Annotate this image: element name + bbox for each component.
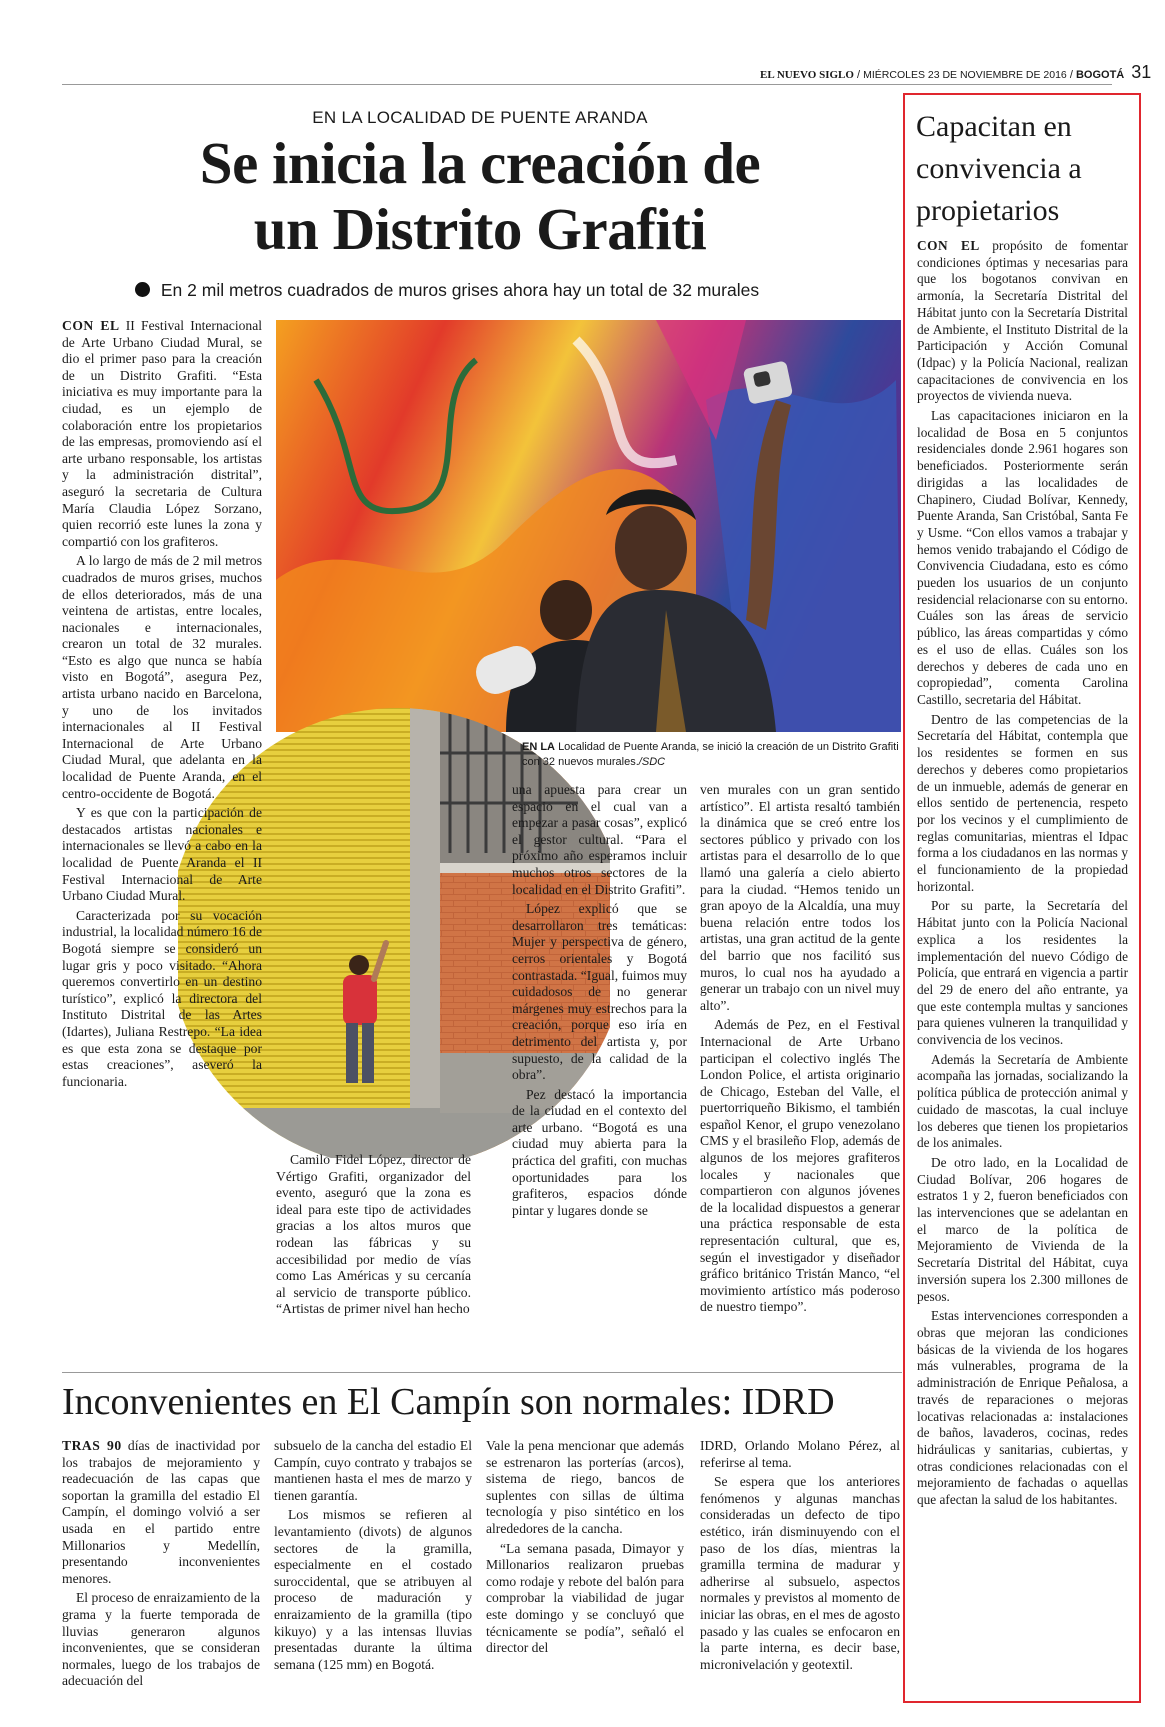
paragraph: A lo largo de más de 2 mil metros cuadrados de muros grises, muchos de ellos deteriorados, más de una veintena de artistas, entre locales, nacionales e internacionales, crearon un total de 32 murales. “Esto es algo que nunca se había visto en Bogotá”, asegura Pez, artista urbano nacido en Barcelona, y uno de los invitados internacionales al II Festival Internacional de Arte Urbano Ciudad Mural, que adelanta en la localidad de Puente Aranda, en el centro-occidente de Bogotá. <box>62 553 262 801</box>
lead-word: CON EL <box>917 238 980 253</box>
main-column-3 <box>512 782 687 1362</box>
main-column-2 <box>276 1152 471 1362</box>
paragraph: De otro lado, en la Localidad de Ciudad Bolívar, 206 hogares de estratos 1 y 2, fueron beneficiados con las intervenciones que se adelantan en el marco de la política de Mejoramiento de Vivienda de la Secretaría Distrital del Hábitat, cuya inversión supera los 2.300 millones de pesos. <box>917 1154 1128 1304</box>
bottom-column-2 <box>274 1438 472 1678</box>
page-header: EL NUEVO SIGLO / MIÉRCOLES 23 DE NOVIEMBRE DE 2016 / BOGOTÁ 31 <box>760 62 1152 82</box>
paragraph: Pez destacó la importancia de la ciudad en el contexto del arte urbano. “Bogotá es una ciudad muy abierta para la práctica del grafiti, con muchas oportunidades para los grafiteros, espacios dónde pintar y lugares donde se <box>512 1086 687 1218</box>
bottom-column-1 <box>62 1438 260 1689</box>
headline <box>90 130 870 262</box>
paragraph: Por su parte, la Secretaría del Hábitat junto con la Policía Nacional explica a los residentes la implementación del nuevo Código de Policía, que entrará en vigencia a partir del 29 de enero del año entrante, ya que este contempla multas y sanciones para quienes vulneren la tranquilidad y convivencia de los vecinos. <box>917 898 1128 1048</box>
main-photo <box>276 320 901 732</box>
paragraph: Además la Secretaría de Ambiente acompaña las jornadas, socializando la política pública de protección animal y cuidado de mascotas, la cual incluye los deberes que tienen los propietarios de los animales. <box>917 1051 1128 1151</box>
bottom-column-3 <box>486 1438 684 1678</box>
paragraph: Los mismos se refieren al levantamiento (divots) de algunos sectores de la gramilla, especialmente en el costado suroccidental, que se atribuyen al proceso de maduración y enraizamiento de la gramilla (tipo kikuyo) y a las intensas lluvias presentadas durante la última semana (125 mm) en Bogotá. <box>274 1507 472 1672</box>
photo-caption <box>522 740 902 769</box>
sidebar-headline-line-2: convivencia a <box>916 152 1082 185</box>
kicker: EN LA LOCALIDAD DE PUENTE ARANDA <box>312 108 648 127</box>
subhead <box>135 280 855 301</box>
bottom-column-4 <box>700 1438 900 1678</box>
paragraph: Dentro de las competencias de la Secretaría del Hábitat, contempla que los residentes se formen en sus derechos y deberes como propietarios de un inmueble, además de generar en ellos sentido de pertenencia, respeto por los vecinos y el cumplimiento de reglas comunitarias, mientras el Idpac forma a los ciudadanos en las normas y el funcionamiento de la propiedad horizontal. <box>917 711 1128 894</box>
photo-credit: /SDC <box>638 755 666 768</box>
paragraph: Estas intervenciones corresponden a obras que mejoran las condiciones básicas de la vivienda de los hogares más vulnerables, programa de la administración de Enrique Peñalosa, a través de reparaciones o mejoras locativas relacionadas a: instalaciones de baños, lavaderos, cocinas, redes hidráulicas y sanitarias, cubiertas, y otras condiciones relacionadas con el mejoramiento de fachadas o aquellas que afectan la salud de los habitantes. <box>917 1308 1128 1508</box>
sidebar-headline <box>916 106 1131 232</box>
paragraph: una apuesta para crear un espacio en el cual van a empezar a pasar cosas”, explicó el gestor cultural. “Para el próximo año esperamos incluir muchos otros sectores de la localidad en el Distrito Grafiti”. <box>512 782 687 897</box>
header-rule <box>62 84 1112 85</box>
paragraph: Camilo Fidel López, director de Vértigo Grafiti, organizador del evento, aseguró que la zona es ideal para este tipo de actividades gracias a los altos muros que rodean las fábricas y su accesibilidad por medio de vías como Las Américas y su cercanía al servicio de transporte público. “Artistas de primer nivel han hecho <box>276 1152 471 1317</box>
paragraph: ven murales con un gran sentido artístico”. El artista resaltó también la dinámica que se creó entre los sectores público y privado con los artistas para el desarrollo de lo que llamó una galería a cielo abierto para la ciudad. “Hemos tenido un gran apoyo de la Alcaldía, una muy buena relación entre todos los artistas, una gran actitud de la gente del barrio que nos facilitó sus muros, lo cual nos ha ayudado a generar un trabajo con un nivel muy alto”. <box>700 782 900 1013</box>
paragraph: II Festival Internacional de Arte Urbano Ciudad Mural, se dio el primer paso para la creación de un Distrito Grafiti. “Esta iniciativa es muy importante para la ciudad, es un ejemplo de colaboración entre los propietarios de las empresas, promoviendo así el arte urbano responsable, los artistas y la administración distrital”, aseguró la secretaria de Cultura María Claudia López Sorzano, quien recorrió este lunes la zona y compartió con los grafiteros. <box>62 318 262 549</box>
paragraph: Y es que con la participación de destacados artistas nacionales e internacionales se llevó a cabo en la localidad de Puente Aranda el II Festival Internacional de Arte Urbano Ciudad Mural. <box>62 805 262 904</box>
paragraph: Las capacitaciones iniciaron en la localidad de Bosa en 5 conjuntos residenciales donde 2.961 hogares son beneficiados. Posteriormente serán dirigidas a las localidades de Chapinero, Ciudad Bolívar, Kennedy, Puente Aranda, San Cristóbal, Santa Fe y Usme. “Con ellos vamos a trabajar y hemos venido trabajando el Código de Convivencia Ciudadana, esto es cómo pueden los usuarios de un conjunto residencial relacionarse con su entorno. Cuáles son las áreas de servicio público, las áreas compartidas y cómo es el uso de ellas. Cuáles son los derechos y deberes de cada uno en copropiedad”, comenta Carolina Castillo, secretaria del Hábitat. <box>917 408 1128 707</box>
paragraph: López explicó que se desarrollaron tres temáticas: Mujer y perspectiva de género, cerros orientales y Bogotá contrastada. “Igual, fuimos muy cuidadosos de no generar márgenes muy estrechos para la creación, porque eso iría en detrimento del artista y, por supuesto, de la calidad de la obra”. <box>512 901 687 1083</box>
headline-line-1: Se inicia la creación de <box>199 130 761 196</box>
sidebar-headline-line-1: Capacitan en <box>916 110 1072 143</box>
paragraph: Se espera que los anteriores fenómenos y algunas manchas consideradas un defecto de tipo estético, irán disminuyendo con el paso de los días, mientras la gramilla termina de madurar y adherirse al subsuelo, aspectos normales y previstos al momento de iniciar las obras, en el mes de agosto pasado y las cuales se enfocaron en la parte interna, es decir base, micronivelación y geotextil. <box>700 1474 900 1672</box>
bottom-rule <box>62 1372 902 1373</box>
paragraph: subsuelo de la cancha del estadio El Campín, cuyo contrato y trabajos se mantienen hasta el mes de marzo y tienen garantía. <box>274 1438 472 1503</box>
paragraph: Caracterizada por su vocación industrial, la localidad número 16 de Bogotá siempre se consideró un lugar gris y poco visitado. “Ahora queremos convertirlo en un destino turístico”, explicó la directora del Instituto Distrital de las Artes (Idartes), Juliana Restrepo. “La idea es que esta zona se destaque por estas creaciones”, aseveró la funcionaria. <box>62 907 262 1089</box>
paragraph: Además de Pez, en el Festival Internacional de Arte Urbano participan el colectivo inglés The London Police, el artista originario de Chicago, Esteban del Valle, el puertorriqueño Bikismo, el también español Kenor, el grupo venezolano CMS y el brasileño Flop, además de algunos de los mejores grafiteros locales y nacionales que compartieron con algunos jóvenes de la localidad dispuestos a generar una práctica responsable de esta representación cultural, que es, según el investigador y diseñador gráfico británico Tristán Manco, “el movimiento artístico más poderoso de nuestro tiempo”. <box>700 1017 900 1315</box>
issue-date: MIÉRCOLES 23 DE NOVIEMBRE DE 2016 <box>863 69 1067 81</box>
headline-line-2: un Distrito Grafiti <box>253 196 707 262</box>
paragraph: Vale la pena mencionar que además se estrenaron las porterías (arcos), sistema de riego, bancos de suplentes con sillas de última tecnología y piso sintético en los alrededores de la cancha. <box>486 1438 684 1536</box>
page-number: 31 <box>1131 62 1152 82</box>
bullet-icon <box>135 282 150 297</box>
paper-name: EL NUEVO SIGLO <box>760 69 854 81</box>
lead-word: CON EL <box>62 318 120 333</box>
paragraph: propósito de fomentar condiciones óptimas y necesarias para que los bogotanos convivan en armonía, la Secretaría Distrital del Hábitat junto con la Secretaría Distrital de Ambiente, el Instituto Distrital de la Participación y Acción Comunal (Idpac) y la Policía Nacional, realizan capacitaciones de convivencia en los proyectos de vivienda nueva. <box>917 238 1128 404</box>
sidebar-headline-line-3: propietarios <box>916 194 1060 227</box>
main-column-1 <box>62 318 262 1358</box>
bottom-headline: Inconvenientes en El Campín son normales: IDRD <box>62 1381 835 1423</box>
main-column-4 <box>700 782 900 1362</box>
paragraph: El proceso de enraizamiento de la grama y la fuerte temporada de lluvias generaron algunos inconvenientes, que se consideran normales, luego de los trabajos de adecuación del <box>62 1590 260 1689</box>
section-name: BOGOTÁ <box>1075 69 1125 81</box>
lead-word: TRAS 90 <box>62 1438 122 1453</box>
paragraph: “La semana pasada, Dimayor y Millonarios realizaron pruebas como rodaje y rebote del balón para comprobar la viabilidad de jugar este domingo y se concluyó que técnicamente se podía”, señaló el director del <box>486 1540 684 1656</box>
paragraph: IDRD, Orlando Molano Pérez, al referirse al tema. <box>700 1438 900 1470</box>
sidebar-body <box>917 238 1128 1686</box>
subhead-text: En 2 mil metros cuadrados de muros grises ahora hay un total de 32 murales <box>160 280 760 300</box>
paragraph: días de inactividad por los trabajos de mejoramiento y readecuación de las capas que soportan la gramilla del estadio El Campín, el domingo volvió a ser usada en el partido entre Millonarios y Medellín, presentando inconvenientes menores. <box>62 1438 260 1586</box>
caption-text: Localidad de Puente Aranda, se inició la creación de un Distrito Grafiti con 32 nuevos murales. <box>522 741 899 768</box>
caption-lead: EN LA <box>522 741 555 753</box>
